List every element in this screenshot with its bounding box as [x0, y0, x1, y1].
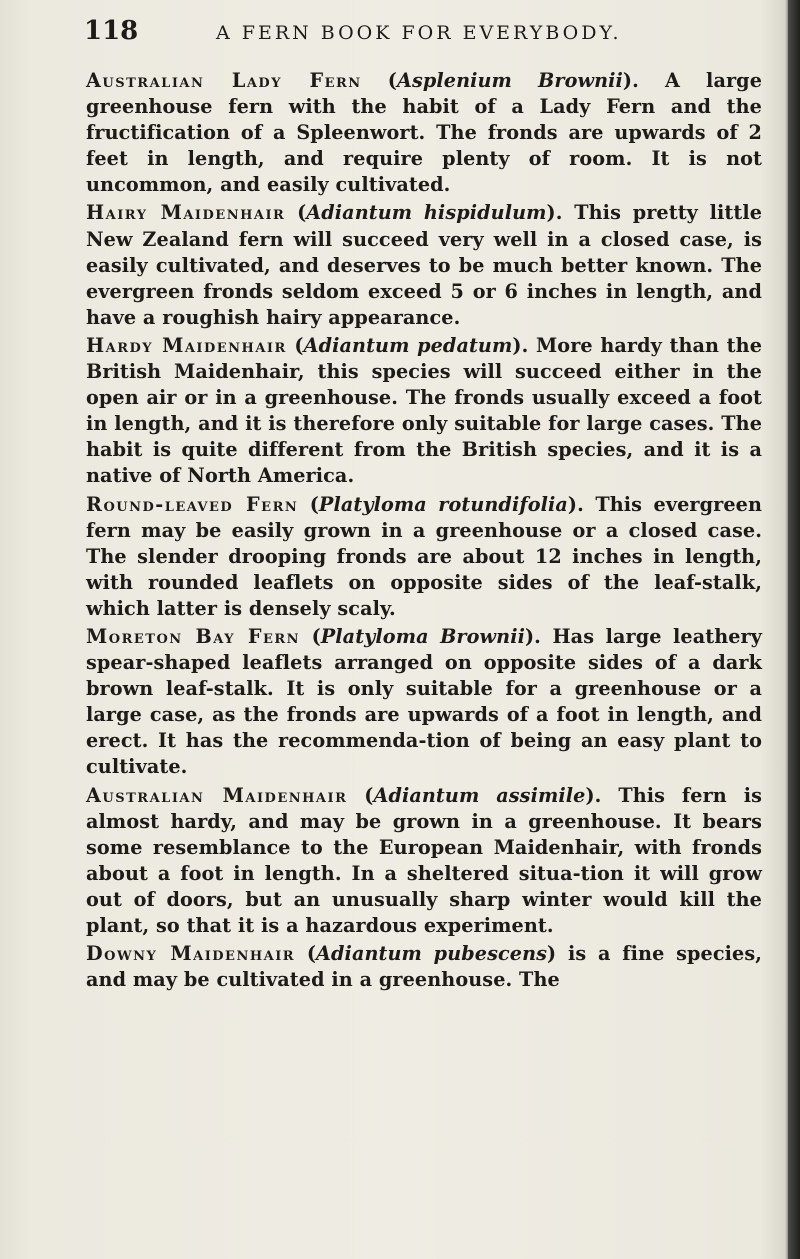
fern-common-name: Australian Lady Fern [86, 69, 362, 92]
latin-open-paren: ( [311, 624, 321, 648]
latin-close-paren: ). [567, 492, 584, 516]
latin-open-paren: ( [387, 69, 397, 92]
fern-common-name: Round-leaved Fern [86, 492, 299, 516]
fern-description: This evergreen fern may be easily grown in a greenhouse or a closed case. The slender drooping fronds are about 12 inches in length, with rounded leaflets on opposite sides of the leaf-stalk, which latter is densely scaly. [86, 492, 762, 620]
fern-description: This pretty little New Zealand fern will succeed very well in a closed case, is easily cultivated, and deserves to be much better known. The evergreen fronds seldom exceed 5 or 6 inches in length, and have a roughish hairy appearance. [86, 201, 763, 329]
fern-common-name: Hardy Maidenhair [86, 333, 287, 357]
fern-latin-name: Platyloma rotundifolia [318, 492, 568, 516]
running-head: A FERN BOOK FOR EVERYBODY. [216, 22, 622, 44]
fern-latin-name: Adiantum pubescens [316, 942, 548, 966]
latin-open-paren: ( [306, 942, 317, 966]
latin-open-paren: ( [309, 492, 319, 516]
fern-description: A large greenhouse fern with the habit of a Lady Fern and the fructification of a Spleenwort. The fronds are upwards of 2 feet in length, and require plenty of room. It is not uncommon, and easily cultivated. [86, 69, 763, 197]
fern-description: Has large leathery spear-shaped leaflets arranged on opposite sides of a dark brown leaf-stalk. It is only suitable for a greenhouse or a large case, as the fronds are upwards of a foot in length, and erect. It has the recommenda-tion of being an easy plant to cultivate. [86, 624, 763, 779]
fern-latin-name: Asplenium Brownii [396, 69, 623, 92]
fern-latin-name: Adiantum pedatum [303, 333, 513, 357]
binding-edge [788, 0, 800, 1259]
fern-entry [86, 200, 762, 330]
fern-description: is a fine species, and may be cultivated in a greenhouse. The [86, 942, 763, 992]
latin-close-paren: ). [546, 201, 563, 225]
fern-entry [86, 783, 762, 940]
fern-description: More hardy than the British Maidenhair, this species will succeed either in the open air or in a greenhouse. The fronds usually exceed a foot in length, and it is therefore only suitable for large cases. The habit is quite different from the British species, and it is a native of North America. [86, 333, 763, 488]
fern-entry [86, 492, 762, 622]
latin-close-paren: ) [547, 942, 557, 966]
page-header [74, 16, 764, 56]
page-number: 118 [84, 16, 139, 46]
latin-close-paren: ). [524, 624, 541, 648]
fern-latin-name: Platyloma Brownii [320, 624, 525, 648]
fern-common-name: Downy Maidenhair [86, 942, 296, 966]
fern-entry [86, 333, 762, 490]
fern-description: This fern is almost hardy, and may be grown in a greenhouse. It bears some resemblance to the European Maidenhair, with fronds about a foot in length. In a sheltered situa-tion it will grow out of doors, but an unusually sharp winter would kill the plant, so that it is a hazardous experiment. [86, 783, 763, 937]
fern-entry [86, 624, 762, 781]
latin-open-paren: ( [294, 333, 304, 357]
page-body [86, 68, 762, 995]
fern-common-name: Australian Maidenhair [86, 783, 348, 807]
fern-entry [86, 68, 762, 198]
latin-close-paren: ). [585, 783, 602, 807]
latin-close-paren: ). [512, 333, 529, 357]
latin-open-paren: ( [297, 201, 307, 225]
fern-latin-name: Adiantum hispidulum [306, 201, 547, 225]
fern-latin-name: Adiantum assimile [373, 783, 586, 807]
fern-common-name: Hairy Maidenhair [86, 201, 286, 225]
fern-common-name: Moreton Bay Fern [86, 624, 301, 648]
latin-close-paren: ). [622, 69, 639, 92]
fern-entry [86, 941, 762, 993]
latin-open-paren: ( [364, 783, 374, 807]
